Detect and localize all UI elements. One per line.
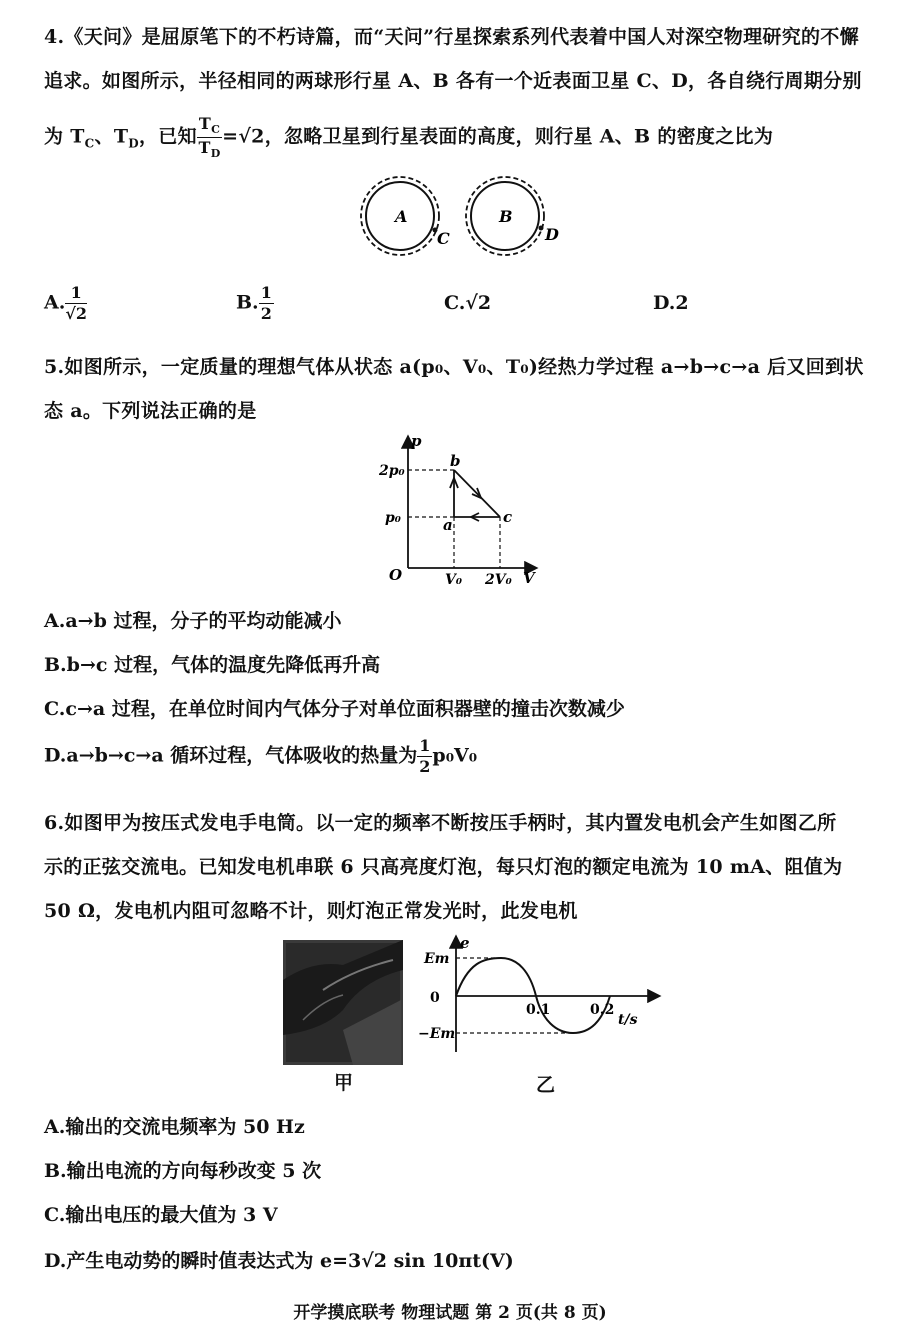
q4-option-a[interactable] bbox=[44, 285, 87, 322]
q4-eq: =√2 bbox=[222, 125, 265, 148]
q4-opt-b-num: 1 bbox=[260, 283, 272, 302]
v1-label: V₀ bbox=[445, 572, 462, 588]
origin-label: O bbox=[389, 566, 403, 584]
p1-label: p₀ bbox=[385, 510, 401, 526]
satellite-c-label: C bbox=[437, 229, 450, 248]
planet-a-label: A bbox=[395, 207, 408, 226]
v2-label: 2V₀ bbox=[485, 572, 512, 588]
point-a-label: a bbox=[443, 516, 453, 534]
point-c-label: c bbox=[503, 508, 513, 526]
satellite-d-label: D bbox=[545, 225, 559, 244]
q5-option-d[interactable] bbox=[44, 738, 477, 775]
q4-line-3 bbox=[44, 116, 773, 159]
q4-frac-den-sub: D bbox=[210, 147, 221, 161]
em-label: Em bbox=[424, 951, 450, 967]
p-axis-label: p bbox=[411, 432, 422, 450]
satellite-d-dot bbox=[539, 226, 544, 231]
q5-option-b[interactable]: B.b→c 过程，气体的温度先降低再升高 bbox=[44, 654, 381, 676]
q4-sub-c: C bbox=[84, 136, 95, 151]
q4-opt-a-num: 1 bbox=[65, 285, 87, 304]
q6-line-1: 6.如图甲为按压式发电手电筒。以一定的频率不断按压手柄时，其内置发电机会产生如图乙所 bbox=[44, 812, 837, 834]
q6-option-c[interactable]: C.输出电压的最大值为 3 V bbox=[44, 1204, 278, 1226]
q5-opt-d-den: 2 bbox=[419, 757, 431, 776]
q5-opt-d-text: D.a→b→c→a 循环过程，气体吸收的热量为 bbox=[44, 744, 418, 767]
q4-period-fraction bbox=[197, 116, 222, 159]
q4-option-d[interactable]: D.2 bbox=[653, 292, 689, 314]
v-axis-label: V bbox=[523, 569, 535, 587]
q4-planet-figure bbox=[355, 176, 575, 276]
fig-yi-caption: 乙 bbox=[536, 1074, 556, 1096]
q4-known: ，已知 bbox=[138, 125, 197, 148]
q4-sub-d: D bbox=[128, 136, 139, 151]
process-bc bbox=[454, 470, 500, 517]
q6-line-2: 示的正弦交流电。已知发电机串联 6 只高亮度灯泡，每只灯泡的额定电流为 10 mA、阻值为 bbox=[44, 856, 843, 878]
planet-b-label: B bbox=[499, 207, 513, 226]
point-b-label: b bbox=[450, 452, 461, 470]
q4-line-2: 追求。如图所示，半径相同的两球形行星 A、B 各有一个近表面卫星 C、D，各自绕行周期分别 bbox=[44, 70, 862, 92]
q5-line-2: 态 a。下列说法正确的是 bbox=[44, 400, 257, 422]
q4-period-text: 为 T bbox=[44, 125, 85, 148]
q5-option-c[interactable]: C.c→a 过程，在单位时间内气体分子对单位面积器壁的撞击次数减少 bbox=[44, 698, 625, 720]
q6-option-b[interactable]: B.输出电流的方向每秒改变 5 次 bbox=[44, 1160, 322, 1182]
tick-0-2: 0.2 bbox=[590, 1002, 615, 1018]
q6-sine-graph bbox=[418, 932, 668, 1062]
q4-line-1: 4.《天问》是屈原笔下的不朽诗篇，而“天问”行星探索系列代表着中国人对深空物理研究的不懈 bbox=[44, 26, 859, 48]
q4-sep: 、T bbox=[94, 125, 129, 148]
q4-line3-suffix: ，忽略卫星到行星表面的高度，则行星 A、B 的密度之比为 bbox=[264, 125, 774, 148]
q5-option-a[interactable]: A.a→b 过程，分子的平均动能减小 bbox=[44, 610, 342, 632]
q4-opt-a-den: √2 bbox=[65, 304, 88, 323]
q6-option-a[interactable]: A.输出的交流电频率为 50 Hz bbox=[44, 1116, 305, 1138]
q4-frac-num-sub: C bbox=[211, 123, 221, 137]
q5-opt-d-suffix: p₀V₀ bbox=[432, 744, 478, 767]
q4-frac-num: T bbox=[198, 114, 212, 133]
fig-jia-caption: 甲 bbox=[334, 1072, 354, 1094]
q4-frac-den: T bbox=[198, 138, 211, 158]
tick-0-1: 0.1 bbox=[526, 1002, 551, 1018]
q4-option-c[interactable]: C.√2 bbox=[444, 292, 492, 314]
q6-option-d[interactable]: D.产生电动势的瞬时值表达式为 e=3√2 sin 10πt(V) bbox=[44, 1250, 514, 1272]
q4-opt-a-label: A. bbox=[44, 291, 66, 314]
p2-label: 2p₀ bbox=[379, 463, 405, 479]
e-axis-label: e bbox=[460, 934, 470, 952]
q5-pv-diagram bbox=[375, 430, 555, 590]
q6-line-3: 50 Ω，发电机内阻可忽略不计，则灯泡正常发光时，此发电机 bbox=[44, 900, 578, 922]
q5-line-1: 5.如图所示，一定质量的理想气体从状态 a(p₀、V₀、T₀)经热力学过程 a→b→c→a 后又回到状 bbox=[44, 356, 864, 378]
page-footer: 开学摸底联考 物理试题 第 2 页(共 8 页) bbox=[293, 1303, 607, 1323]
flashlight-photo bbox=[283, 940, 403, 1065]
q4-opt-b-den: 2 bbox=[260, 304, 272, 323]
q4-opt-b-label: B. bbox=[236, 291, 259, 314]
q4-option-b[interactable] bbox=[236, 285, 274, 322]
q5-opt-d-num: 1 bbox=[419, 736, 431, 755]
neg-em-label: −Em bbox=[418, 1026, 456, 1042]
t-axis-label: t/s bbox=[618, 1012, 638, 1028]
origin-zero: 0 bbox=[430, 990, 440, 1006]
